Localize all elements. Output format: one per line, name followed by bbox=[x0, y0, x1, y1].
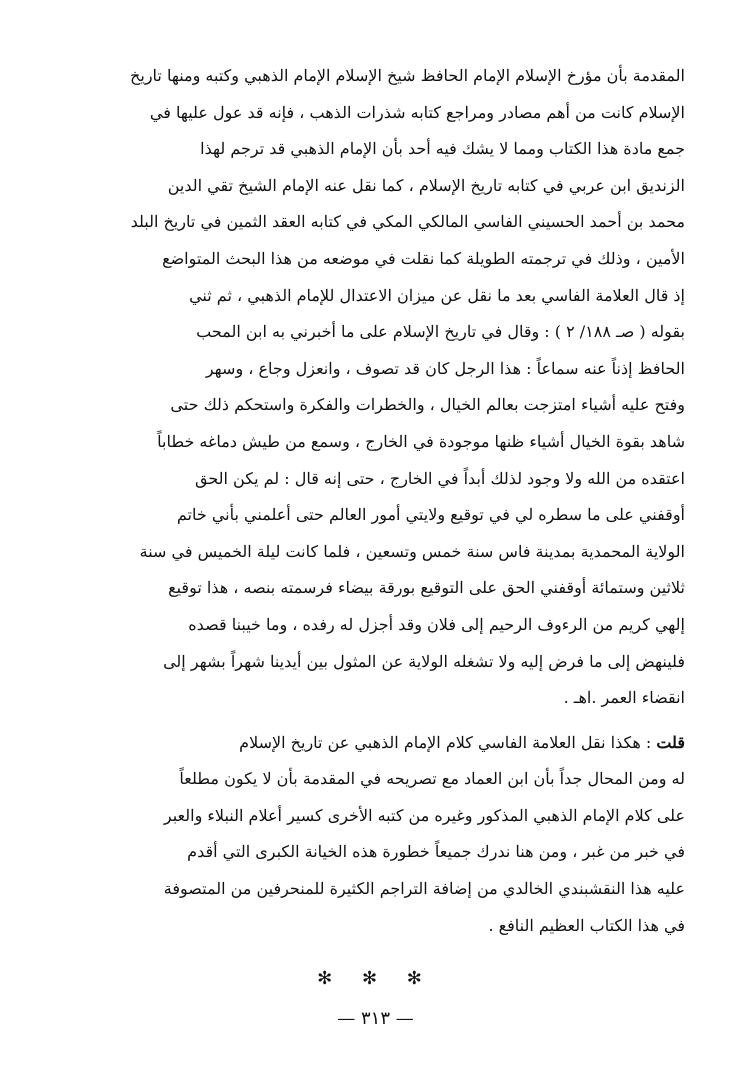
paragraph-2 bbox=[66, 725, 685, 945]
section-separator: ✻ ✻ ✻ bbox=[317, 968, 434, 990]
text-line: المقدمة بأن مؤرخ الإسلام الإمام الحافظ شيخ الإسلام الإمام الذهبي وكتبه ومنها تاريخ bbox=[130, 66, 685, 85]
text-line: إذ قال العلامة الفاسي بعد ما نقل عن ميزان الاعتدال للإمام الذهبي ، ثم ثني bbox=[189, 285, 685, 305]
text-line: الحافظ إذناً عنه سماعاً : هذا الرجل كان قد تصوف ، وانعزل وجاع ، وسهر bbox=[205, 358, 685, 378]
text-line: الولاية المحمدية بمدينة فاس سنة خمس وتسعين ، فلما كانت ليلة الخميس في سنة bbox=[139, 541, 685, 561]
text-line: الأمين ، وذلك في ترجمته الطويلة كما نقلت في موضعه من هذا البحث المتواضع bbox=[162, 248, 685, 268]
text-line: عليه هذا النقشبندي الخالدي من إضافة التراجم الكثيرة للمنحرفين من المتصوفة bbox=[163, 879, 685, 899]
text-line: الإسلام كانت من أهم مصادر ومراجع كتابه شذرات الذهب ، فإنه قد عول عليها في bbox=[149, 102, 685, 122]
text-line: في هذا الكتاب العظيم النافع . bbox=[488, 915, 685, 935]
text-line: انقضاء العمر .اهـ . bbox=[563, 688, 685, 708]
text-line bbox=[66, 725, 685, 762]
text-line: له ومن المحال جداً بأن ابن العماد مع تصريحه في المقدمة بأن لا يكون مطلعاً bbox=[179, 769, 685, 789]
text-line: وفتح عليه أشياء امتزجت بعالم الخيال ، والخطرات والفكرة واستحكم ذلك حتى bbox=[170, 395, 685, 415]
text-line: أوقفني على ما سطره لي في توقيع ولايتي أمور العالم حتى أعلمني بأني خاتم bbox=[176, 505, 685, 525]
text-line: في خبر من غبر ، ومن هنا ندرك جميعاً خطورة هذه الخيانة الكبرى التي أقدم bbox=[187, 842, 685, 862]
text-line: ثلاثين وستمائة أوقفني الحق على التوقيع بورقة بيضاء فرسمته بنصه ، هذا توقيع bbox=[168, 578, 685, 598]
page-number: — ٣١٣ — bbox=[337, 1008, 414, 1029]
text-line: الزنديق ابن عربي في كتابه تاريخ الإسلام ، كما نقل عنه الإمام الشيخ تقي الدين bbox=[167, 175, 685, 195]
paragraph-1 bbox=[66, 58, 685, 717]
text-line: بقوله ( صـ ١٨٨/ ٢ ) : وقال في تاريخ الإسلام على ما أخبرني به ابن المحب bbox=[196, 322, 685, 342]
text-line: اعتقده من الله ولا وجود لذلك أبداً في الخارج ، حتى إنه قال : لم يكن الحق bbox=[194, 468, 685, 488]
text-line: شاهد بقوة الخيال أشياء ظنها موجودة في الخارج ، وسمع من طيش دماغه خطاباً bbox=[157, 431, 685, 451]
text-line: محمد بن أحمد الحسيني الفاسي المالكي المكي في كتابه العقد الثمين في تاريخ البلد bbox=[130, 212, 685, 232]
text-line: على كلام الإمام الذهبي المذكور وغيره من كتبه الأخرى كسير أعلام النبلاء والعبر bbox=[163, 805, 685, 825]
qalat-lead: قلت bbox=[656, 732, 685, 752]
text-line: إلهي كريم من الرءوف الرحيم إلى فلان وقد أجزل له رفده ، وما خيبنا قصده bbox=[188, 614, 685, 634]
text-run: : هكذا نقل العلامة الفاسي كلام الإمام الذهبي عن تاريخ الإسلام bbox=[239, 732, 657, 752]
text-line: فلينهض إلى ما فرض إليه ولا تشغله الولاية عن المثول بين أيدينا شهراً بشهر إلى bbox=[163, 651, 685, 671]
text-line: جمع مادة هذا الكتاب ومما لا يشك فيه أحد بأن الإمام الذهبي قد ترجم لهذا bbox=[200, 139, 685, 159]
